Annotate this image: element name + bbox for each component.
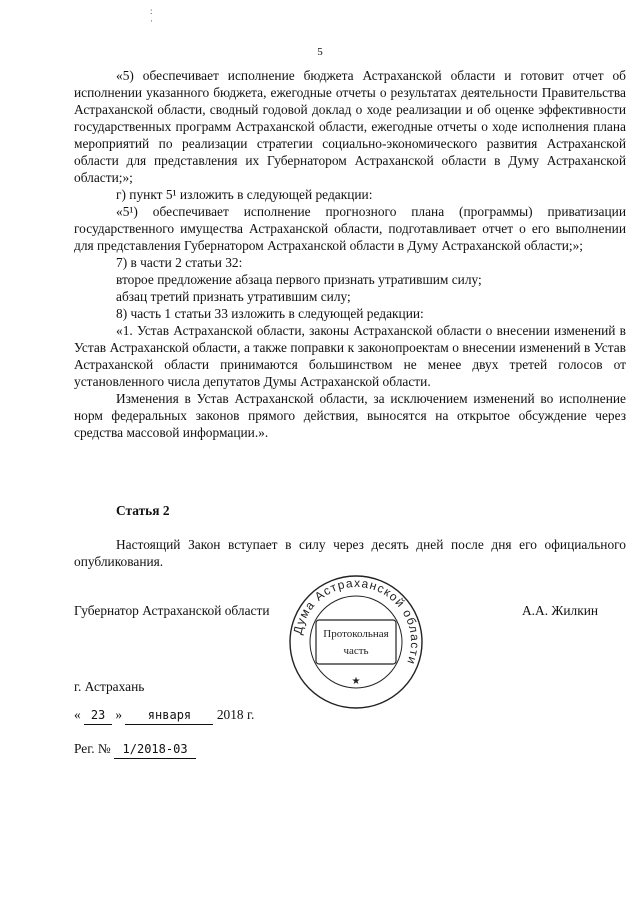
svg-text:★: ★: [351, 676, 361, 687]
date-close-quote: »: [115, 707, 123, 722]
signatory-name: А.А. Жилкин: [522, 603, 599, 618]
paragraph: Изменения в Устав Астраханской области, за исключением изменений во исполнение норм федеральных законов прямого действия, выносятся на открытое обсуждение через средства массовой информации.».: [74, 391, 626, 440]
city: г. Астрахань: [74, 679, 145, 694]
margin-mark: ·: [150, 16, 153, 26]
date-month: января: [125, 707, 213, 725]
official-stamp: [286, 572, 426, 712]
stamp-center-line2: часть: [343, 645, 369, 657]
stamp-ring-text: Дума Астраханской области: [290, 575, 423, 668]
paragraph: «5¹) обеспечивает исполнение прогнозного плана (программы) приватизации государственного имущества Астраханской области, подготавливает отчет о его выполнении для представления Губернатором Астраханской области в Думу Астраханской области;»;: [74, 204, 626, 253]
body-text: [74, 67, 626, 441]
paragraph: «1. Устав Астраханской области, законы Астраханской области о внесении изменений в Устав Астраханской области, а также поправки к законопроектам о внесении изменений в Устав Астраханской области принимаются большинством не менее двух третей голосов от установленного числа депутатов Думы Астраханской области.: [74, 323, 626, 389]
margin-marks: [150, 6, 153, 26]
date-open-quote: «: [74, 707, 81, 722]
paragraph: абзац третий признать утратившим силу;: [116, 289, 351, 304]
signing-date: [74, 706, 254, 725]
date-year: 2018 г.: [216, 707, 255, 722]
paragraph: 8) часть 1 статьи 33 изложить в следующей редакции:: [116, 306, 424, 321]
signatory-title: Губернатор Астраханской области: [74, 603, 270, 618]
page-number: 5: [317, 46, 323, 58]
stamp-center-line1: Протокольная: [323, 628, 389, 640]
final-paragraph: Настоящий Закон вступает в силу через десять дней после дня его официального опубликования.: [74, 537, 626, 569]
paragraph: «5) обеспечивает исполнение бюджета Астраханской области и готовит отчет об исполнении указанного бюджета, ежегодные отчеты о результатах деятельности Правительства Астраханской области, сводный годовой доклад о ходе реализации и об оценке эффективности государственных программ Астраханской области, ежегодные отчеты о ходе исполнения плана мероприятий по реализации стратегии социально-экономического развития Астраханской области для представления их Губернатором Астраханской области в Думу Астраханской области;»;: [74, 68, 626, 185]
margin-mark: :: [150, 6, 153, 16]
article-heading: Статья 2: [116, 503, 170, 518]
registration-label: Рег. №: [74, 741, 111, 756]
paragraph: 7) в части 2 статьи 32:: [116, 255, 243, 270]
paragraph: второе предложение абзаца первого признать утратившим силу;: [116, 272, 482, 287]
date-day: 23: [84, 707, 112, 725]
registration-value: 1/2018-03: [114, 741, 196, 759]
paragraph: г) пункт 5¹ изложить в следующей редакции:: [116, 187, 373, 202]
registration-number: [74, 740, 196, 759]
